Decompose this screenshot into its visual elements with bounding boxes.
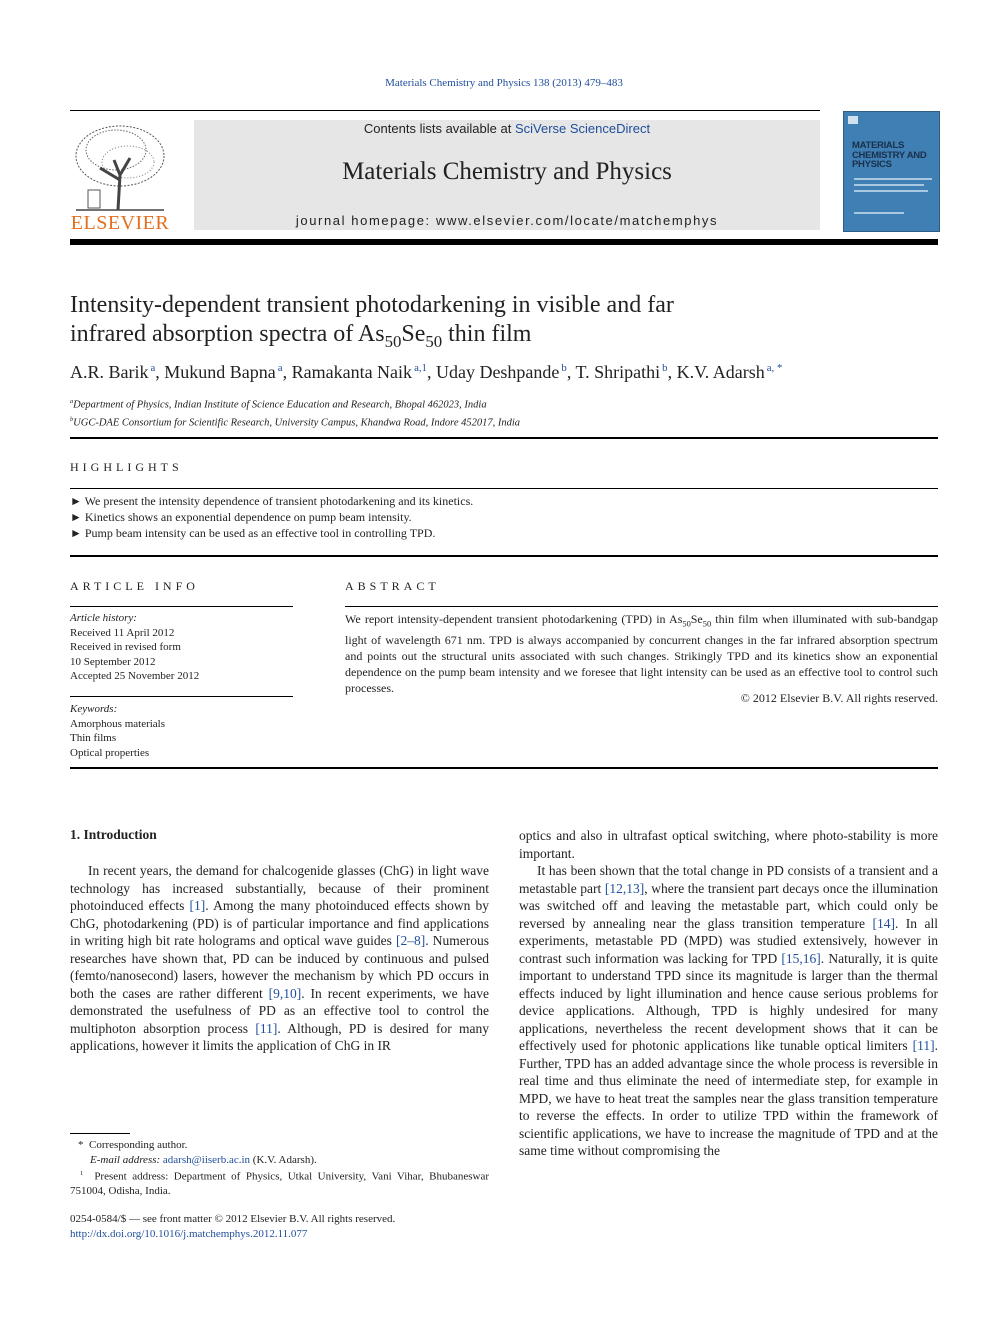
affiliation-mark[interactable]: a (150, 362, 156, 374)
footnote-corresponding: * Corresponding author. (78, 1139, 188, 1151)
keyword-item: Amorphous materials (70, 717, 166, 730)
journal-homepage[interactable]: journal homepage: www.elsevier.com/locate/matchemphys (295, 213, 719, 228)
title-line-1: Intensity-dependent transient photodarkening in visible and far (70, 292, 674, 318)
affiliation-mark[interactable]: b (561, 362, 567, 374)
email-link[interactable]: adarsh@iiserb.ac.in (162, 1153, 251, 1166)
cover-line (854, 178, 932, 180)
header-top-rule (70, 110, 820, 111)
abstract-copyright: © 2012 Elsevier B.V. All rights reserved. (740, 691, 938, 705)
highlight-item: ► Pump beam intensity can be used as an effective tool in controlling TPD. (70, 526, 436, 540)
affiliation-mark[interactable]: a, * (766, 362, 783, 374)
doi-link[interactable]: http://dx.doi.org/10.1016/j.matchemphys.2012.11.077 (70, 1228, 308, 1240)
page-bottom (70, 1212, 395, 1242)
author-list (70, 362, 938, 383)
rule-below-abstract (70, 767, 938, 769)
affiliations (70, 395, 938, 430)
ref-link[interactable]: [12,13] (604, 880, 645, 896)
highlights-rule (70, 488, 938, 489)
author[interactable]: Mukund Bapna $^a$, (164, 362, 292, 382)
ref-link[interactable]: [1] (189, 898, 206, 913)
intro-right-column (519, 827, 938, 1160)
highlight-item: ► Kinetics shows an exponential dependence on pump beam intensity. (70, 510, 412, 524)
keywords-block (70, 702, 293, 760)
elsevier-tree-icon (70, 120, 170, 212)
highlights-heading: HIGHLIGHTS (70, 460, 183, 474)
affiliation-line: $^a$Department of Physics, Indian Institute of Science Education and Research, Bhopal 462023, India (70, 398, 487, 411)
keyword-item: Thin films (70, 732, 117, 744)
ref-link[interactable]: [9,10] (268, 985, 302, 1001)
footnote-present-address: $^1$ Present address: Department of Physics, Utkal University, Vani Vihar, Bhubaneswar 751004, Odisha, India. (70, 1170, 490, 1198)
highlights-list (70, 493, 938, 541)
cover-line (854, 212, 904, 214)
ref-link[interactable]: [14] (872, 915, 895, 931)
history-item: 10 September 2012 (70, 655, 156, 668)
highlight-item: ► We present the intensity dependence of transient photodarkening and its kinetics. (70, 494, 474, 508)
cover-line (854, 190, 928, 192)
article-info-heading: ARTICLE INFO (70, 579, 199, 593)
cover-line (854, 184, 924, 186)
author[interactable]: Ramakanta Naik $^{a,1}$, (291, 362, 436, 382)
history-item: Received 11 April 2012 (70, 626, 175, 639)
footnote-rule (70, 1133, 130, 1134)
history-item: Accepted 25 November 2012 (70, 670, 200, 682)
abstract-rule (345, 606, 938, 607)
ref-link[interactable]: [2–8] (396, 933, 426, 948)
ref-link[interactable]: [11] (912, 1038, 935, 1053)
keywords-rule (70, 696, 293, 697)
keywords-list (70, 717, 293, 761)
cover-logo-icon (848, 116, 858, 124)
intro-left-column (70, 862, 489, 1055)
publisher-name: ELSEVIER (70, 212, 170, 234)
author[interactable]: Uday Deshpande $^b$, (435, 362, 576, 382)
ref-link[interactable]: [15,16] (781, 950, 821, 966)
elsevier-logo[interactable] (70, 120, 170, 232)
history-label: Article history: (70, 612, 137, 624)
affiliation-line: $^b$UGC-DAE Consortium for Scientific Research, University Campus, Khandwa Road, Indore 452017, India (70, 415, 521, 428)
affiliation-mark[interactable]: b (662, 362, 668, 374)
journal-citation[interactable]: Materials Chemistry and Physics 138 (2013) 479–483 (385, 77, 623, 89)
keywords-label: Keywords: (70, 703, 118, 715)
affiliation-mark[interactable]: a (277, 362, 283, 374)
author[interactable]: T. Shripathi $^b$, (575, 362, 677, 382)
ref-link[interactable]: [11] (255, 1020, 278, 1036)
author[interactable]: K.V. Adarsh $^{a, *}$ (676, 362, 783, 382)
history-list (70, 626, 293, 684)
author[interactable]: A.R. Barik $^a$, (70, 362, 165, 382)
rule-above-highlights (70, 437, 938, 439)
keyword-item: Optical properties (70, 746, 150, 759)
cover-title: MATERIALS CHEMISTRY AND PHYSICS (852, 140, 927, 170)
history-item: Received in revised form (70, 641, 181, 653)
intro-continuation: optics and also in ultrafast optical switching, where photo-stability is more important. (519, 828, 938, 861)
article-title (70, 291, 938, 356)
intro-paragraph: In recent years, the demand for chalcogenide glasses (ChG) in light wave technology has increased substantially, because of their prominent photoinduced effects [1]. Among the many photoinduced effects shown by ChG, photodarkening (PD) is of particular importance and find applications in writing high bit rate holograms and optical wave guides [2–8]. Numerous researches have shown that, PD can be induced by continuous and pulsed (femto/nanosecond) lasers, however the mechanism by which PD occurs in both the cases are rather different [9,10]. In recent experiments, we have demonstrated the usefulness of PD as an effective tool to control the multiphoton absorption process [11]. Although, PD is desired for many applications, however it limits the application of ChG in IR (70, 863, 489, 1053)
rule-below-highlights (70, 555, 938, 557)
affiliation-mark[interactable]: a,1 (414, 362, 427, 374)
sciencedirect-link[interactable]: SciVerse ScienceDirect (514, 121, 651, 136)
abstract-heading: ABSTRACT (345, 579, 440, 593)
header-bottom-rule (70, 239, 938, 245)
journal-title: Materials Chemistry and Physics (342, 158, 672, 185)
article-history (70, 611, 293, 684)
intro-paragraph: It has been shown that the total change in PD consists of a transient and a metastable part [12,13], where the transient part decays once the illumination was switched off and leaving the metastable part, which could only be reversed by annealing near the glass transition temperature [14]. In all experiments, metastable PD (MPD) was studied extensively, however in contrast such information was lacking for TPD [15,16]. Naturally, it is quite important to understand TPD since its magnitude is larger than the thermal effects induced by light illumination and hence cause serious problems for device applications. Although, TPD is highly undesired for many applications, nevertheless the recent development shows that it can be effectively used for photonic applications like tunable optical limiters [11]. Further, TPD has an added advantage since the whole process is reversible in real time and thus eliminate the need of intermediate step, for example in MPD, we have to heat treat the samples near the glass transition temperature to reverse the effects. In order to utilize TPD within the framework of scientific applications, we have to increase the magnitude of TPD and at the same time without compromising the (519, 863, 938, 1158)
contents-availability (194, 121, 820, 136)
intro-heading: 1. Introduction (70, 827, 157, 842)
issn-line: 0254-0584/$ — see front matter © 2012 Elsevier B.V. All rights reserved. (70, 1213, 396, 1225)
title-line-2: infrared absorption spectra of $As_{50}Se_{50}$ thin film (70, 321, 532, 351)
footnotes (70, 1138, 489, 1199)
contents-prefix: Contents lists available at (363, 121, 515, 136)
journal-cover[interactable] (843, 111, 940, 232)
abstract-text: We report intensity-dependent transient photodarkening (TPD) in $As_{50}Se_{50}$ thin film when illuminated with sub-bandgap light of wavelength 671 nm. TPD is always accompanied by concurrent changes in the far infrared absorption spectrum and points out the structural units associated with such changes. Strikingly TPD and its kinetics show an exponential dependence on the pump beam intensity and we foresee that light intensity can be used as an effective tool to control such processes. (345, 612, 939, 696)
journal-header-box (194, 120, 820, 230)
footnote-email: E-mail address: adarsh@iiserb.ac.in (K.V. Adarsh). (90, 1153, 317, 1166)
article-info-rule (70, 606, 293, 607)
